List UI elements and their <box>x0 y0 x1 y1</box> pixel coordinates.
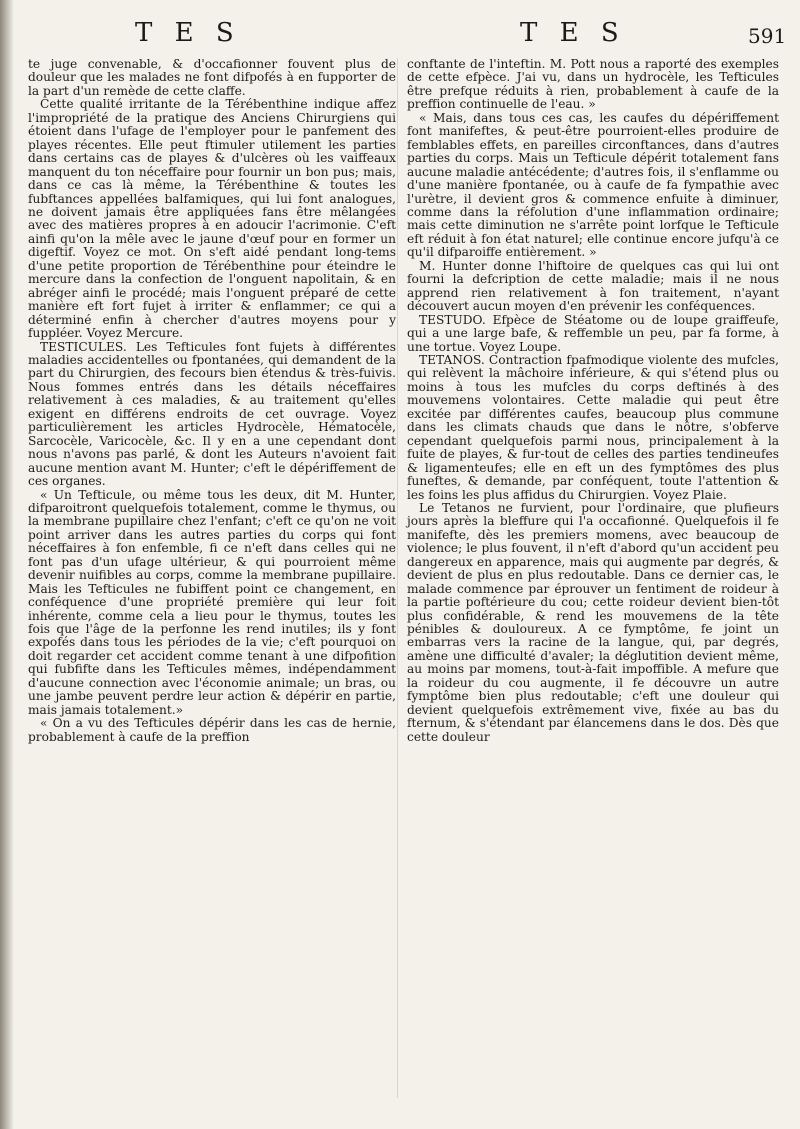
header-right-title: T E S <box>520 18 626 48</box>
running-header <box>0 18 800 54</box>
paragraph: « On a vu des Tefticules dépérir dans les cas de hernie, probablement à caufe de la preffion <box>28 716 396 744</box>
column-divider <box>397 58 398 1098</box>
paragraph: M. Hunter donne l'hiftoire de quelques cas qui lui ont fourni la defcription de cette maladie; mais il ne nous apprend rien relativement à fon traitement, n'ayant découvert aucun moyen d'en prévenir les conféquences. <box>407 258 779 314</box>
paragraph: TETANOS. Contraction fpafmodique violente des mufcles, qui relèvent la mâchoire inférieure, & qui s'étend plus ou moins à tous les mufcles du corps deftinés à des mouvemens volontaires. Cette maladie qui peut être excitée par différentes caufes, beaucoup plus commune dans les climats chauds que dans le nôtre, s'obferve cependant quelquefois parmi nous, principalement à la fuite de playes, & fur-tout de celles des parties tendineufes & ligamenteufes; elle en eft un des fymptômes des plus funeftes, & demande, par conféquent, toute l'attention & les foins les plus affidus du Chirurgien. Voyez Plaie. <box>407 352 779 502</box>
paragraph: conftante de l'inteftin. M. Pott nous a raporté des exemples de cette efpèce. J'ai vu, dans un hydrocèle, les Tefticules être prefque réduits à rien, probablement à caufe de la preffion continuelle de l'eau. » <box>407 57 779 112</box>
paragraph: « Mais, dans tous ces cas, les caufes du dépériffement font manifeftes, & peut-être pourroient-elles produire de femblables effets, en pareilles circonftances, dans d'autres parties du corps. Mais un Tefticule dépérit totalement fans aucune maladie antécédente; d'autres fois, il s'enflamme ou d'une manière fpontanée, ou à caufe de fa fympathie avec l'urètre, il devient gros & commence enfuite à diminuer, comme dans la réfolution d'une inflammation ordinaire; mais cette diminution ne s'arrête point lorfque le Tefticule eft réduit à fon état naturel; elle continue encore jufqu'à ce qu'il difparoiffe entièrement. » <box>407 110 779 260</box>
paragraph: TESTICULES. Les Tefticules font fujets à différentes maladies accidentelles ou fpontanées, qui demandent de la part du Chirurgien, des fecours bien étendus & très-fuivis. Nous fommes entrés dans les détails néceffaires relativement à ces maladies, & au traitement qu'elles exigent en différens endroits de cet ouvrage. Voyez particulièrement les articles Hydrocèle, Hématocèle, Sarcocèle, Varicocèle, &c. Il y en a une cependant dont nous n'avons pas parlé, & dont les Auteurs n'avoient fait aucune mention avant M. Hunter; c'eft le dépériffement de ces organes. <box>28 339 396 489</box>
right-column <box>407 58 779 744</box>
paragraph: Le Tetanos ne furvient, pour l'ordinaire, que plufieurs jours après la bleffure qui l'a occafionné. Quelquefois il fe manifefte, dès les premiers momens, avec beaucoup de violence; le plus fouvent, il n'eft d'abord qu'un accident peu dangereux en apparence, mais qui augmente par degrés, & devient de plus en plus redoutable. Dans ce dernier cas, le malade commence par éprouver un fentiment de roideur à la partie poftérieure du cou; cette roideur devient bien-tôt plus confidérable, & rend les mouvemens de la tête pénibles & douloureux. A ce fymptôme, fe joint un embarras vers la racine de la langue, qui, par degrés, amène une difficulté d'avaler; la déglutition devient même, au moins par momens, tout-à-fait impoffible. A mefure que la roideur du cou augmente, il fe découvre un autre fymptôme bien plus redoutable; c'eft une douleur qui devient quelquefois extrêmement vive, fixée au bas du fternum, & s'étendant par élancemens dans le dos. Dès que cette douleur <box>407 500 779 744</box>
page-gutter-shadow <box>0 0 14 1129</box>
paragraph: « Un Tefticule, ou même tous les deux, dit M. Hunter, difparoitront quelquefois totalement, comme le thymus, ou la membrane pupillaire chez l'enfant; c'eft ce qu'on ne voit point arriver dans les autres parties du corps qui font néceffaires à fon enfemble, fi ce n'eft dans celles qui ne font pas d'un ufage ultérieur, & qui pourroient même devenir nuifibles au corps, comme la membrane pupillaire. Mais les Tefticules ne fubiffent point ce changement, en conféquence d'une propriété première qui leur foit inhérente, comme cela a lieu pour le thymus, toutes les fois que l'âge de la perfonne les rend inutiles; ils y font expofés dans tous les périodes de la vie; c'eft pourquoi on doit regarder cet accident comme tenant à une difpofition qui fubfifte dans les Tefticules mêmes, indépendamment d'aucune connection avec l'économie animale; un bras, ou une jambe peuvent perdre leur action & dépérir en partie, mais jamais totalement.» <box>28 487 396 717</box>
paragraph: Cette qualité irritante de la Térébenthine indique affez l'impropriété de la pratique des Anciens Chirurgiens qui étoient dans l'ufage de l'employer pour le panfement des playes récentes. Elle peut ftimuler utilement les parties dans certains cas de playes & d'ulcères où les vaiffeaux manquent du ton néceffaire pour fournir un bon pus; mais, dans ce cas là même, la Térébenthine & toutes les fubftances appellées balfamiques, qui lui font analogues, ne doivent jamais être appliquées fans être mêlangées avec des matières propres à en adoucir l'acrimonie. C'eft ainfi qu'on la mêle avec le jaune d'œuf pour en former un digeftif. Voyez ce mot. On s'eft aidé pendant long-tems d'une petite proportion de Térébenthine pour éteindre le mercure dans la confection de l'onguent napolitain, & en abréger ainfi le procédé; mais l'onguent préparé de cette manière eft fort fujet à irriter & enflammer; ce qui a déterminé enfin à chercher d'autres moyens pour y fuppléer. Voyez Mercure. <box>28 97 396 341</box>
header-left-title: T E S <box>135 18 241 48</box>
paragraph: te juge convenable, & d'occafionner fouvent plus de douleur que les malades ne font difpofés à en fupporter de la part d'un remède de cette claffe. <box>28 57 396 98</box>
left-column <box>28 58 396 744</box>
page-number: 591 <box>748 24 787 48</box>
paragraph: TESTUDO. Efpèce de Stéatome ou de loupe graiffeufe, qui a une large bafe, & reffemble un peu, par fa forme, à une tortue. Voyez Loupe. <box>407 312 779 354</box>
